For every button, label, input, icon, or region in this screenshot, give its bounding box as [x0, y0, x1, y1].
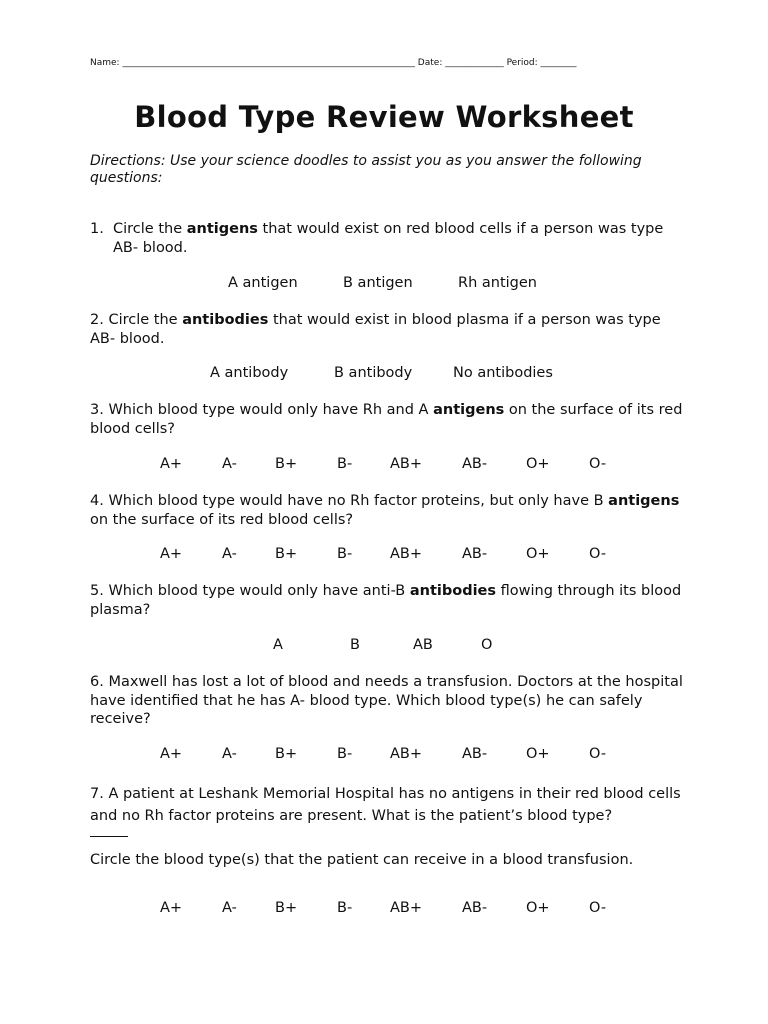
- question-2-text-post: that would exist in blood plasma if a person was type AB- blood.: [90, 312, 661, 347]
- choice-a-positive[interactable]: A+: [160, 746, 183, 762]
- question-1-text-post: that would exist on red blood cells if a person was type AB- blood.: [113, 221, 664, 256]
- question-5-keyword: antibodies: [409, 583, 497, 599]
- question-5-text-post: flowing through its blood plasma?: [90, 583, 682, 618]
- choice-b[interactable]: B: [350, 637, 360, 653]
- choice-a-antibody[interactable]: A antibody: [210, 365, 289, 381]
- choice-ab-positive[interactable]: AB+: [390, 900, 423, 916]
- choice-a-negative[interactable]: A-: [222, 746, 237, 762]
- choice-o-negative[interactable]: O-: [589, 456, 607, 472]
- question-5-text-pre: 5. Which blood type would only have anti-B: [90, 583, 410, 599]
- question-5: [90, 582, 690, 619]
- choice-b-negative[interactable]: B-: [337, 746, 353, 762]
- question-3: [90, 401, 690, 438]
- choice-o-positive[interactable]: O+: [526, 746, 550, 762]
- choice-a-negative[interactable]: A-: [222, 900, 237, 916]
- choice-a-positive[interactable]: A+: [160, 900, 183, 916]
- choice-b-antibody[interactable]: B antibody: [334, 365, 413, 381]
- page-title: Blood Type Review Worksheet: [134, 100, 634, 134]
- choice-ab[interactable]: AB: [413, 637, 433, 653]
- choice-no-antibodies[interactable]: No antibodies: [453, 365, 553, 381]
- question-3-text-post: on the surface of its red blood cells?: [90, 402, 683, 437]
- choice-o-negative[interactable]: O-: [589, 546, 607, 562]
- choice-a-negative[interactable]: A-: [222, 456, 237, 472]
- choice-ab-positive[interactable]: AB+: [390, 546, 423, 562]
- choice-a[interactable]: A: [273, 637, 283, 653]
- choice-ab-negative[interactable]: AB-: [462, 900, 488, 916]
- question-1-number: 1.: [90, 221, 104, 237]
- question-1: [90, 220, 690, 257]
- question-1-keyword: antigens: [186, 221, 258, 237]
- choice-b-positive[interactable]: B+: [275, 546, 298, 562]
- question-3-keyword: antigens: [433, 402, 505, 418]
- question-4-text-pre: 4. Which blood type would have no Rh factor proteins, but only have B: [90, 493, 609, 509]
- question-4: [90, 492, 690, 529]
- choice-a-antigen[interactable]: A antigen: [228, 275, 298, 291]
- question-2: [90, 311, 690, 348]
- choice-o-positive[interactable]: O+: [526, 900, 550, 916]
- choice-b-positive[interactable]: B+: [275, 900, 298, 916]
- choice-a-positive[interactable]: A+: [160, 546, 183, 562]
- choice-rh-antigen[interactable]: Rh antigen: [458, 275, 537, 291]
- choice-b-positive[interactable]: B+: [275, 456, 298, 472]
- question-3-text-pre: 3. Which blood type would only have Rh and A: [90, 402, 434, 418]
- choice-ab-positive[interactable]: AB+: [390, 746, 423, 762]
- choice-o-positive[interactable]: O+: [526, 456, 550, 472]
- choice-a-negative[interactable]: A-: [222, 546, 237, 562]
- question-7-circle-instruction: Circle the blood type(s) that the patient can receive in a blood transfusion.: [90, 852, 634, 868]
- choice-a-positive[interactable]: A+: [160, 456, 183, 472]
- choice-b-negative[interactable]: B-: [337, 900, 353, 916]
- question-1-text-pre: Circle the: [113, 221, 187, 237]
- question-2-keyword: antibodies: [182, 312, 269, 328]
- choice-o-negative[interactable]: O-: [589, 746, 607, 762]
- question-2-text-pre: 2. Circle the: [90, 312, 183, 328]
- answer-blank-line[interactable]: [90, 836, 128, 837]
- choice-b-positive[interactable]: B+: [275, 746, 298, 762]
- choice-b-negative[interactable]: B-: [337, 546, 353, 562]
- choice-ab-negative[interactable]: AB-: [462, 546, 488, 562]
- choice-ab-positive[interactable]: AB+: [390, 456, 423, 472]
- choice-o-positive[interactable]: O+: [526, 546, 550, 562]
- choice-ab-negative[interactable]: AB-: [462, 456, 488, 472]
- choice-o[interactable]: O: [481, 637, 493, 653]
- choice-ab-negative[interactable]: AB-: [462, 746, 488, 762]
- directions: Directions: Use your science doodles to assist you as you answer the following questions:: [90, 153, 642, 186]
- question-7: 7. A patient at Leshank Memorial Hospital has no antigens in their red blood cells and no Rh factor proteins are present. What is the patient’s blood type?: [90, 786, 681, 824]
- choice-b-negative[interactable]: B-: [337, 456, 353, 472]
- question-4-keyword: antigens: [608, 493, 680, 509]
- choice-o-negative[interactable]: O-: [589, 900, 607, 916]
- question-6: 6. Maxwell has lost a lot of blood and needs a transfusion. Doctors at the hospital have identified that he has A- blood type. Which blood type(s) he can safely receive?: [90, 674, 683, 727]
- choice-b-antigen[interactable]: B antigen: [343, 275, 413, 291]
- question-4-text-post: on the surface of its red blood cells?: [90, 511, 354, 528]
- name-date-period-line: Name: _________________________________________________________________ Date: _____________ Period: ________: [90, 58, 577, 68]
